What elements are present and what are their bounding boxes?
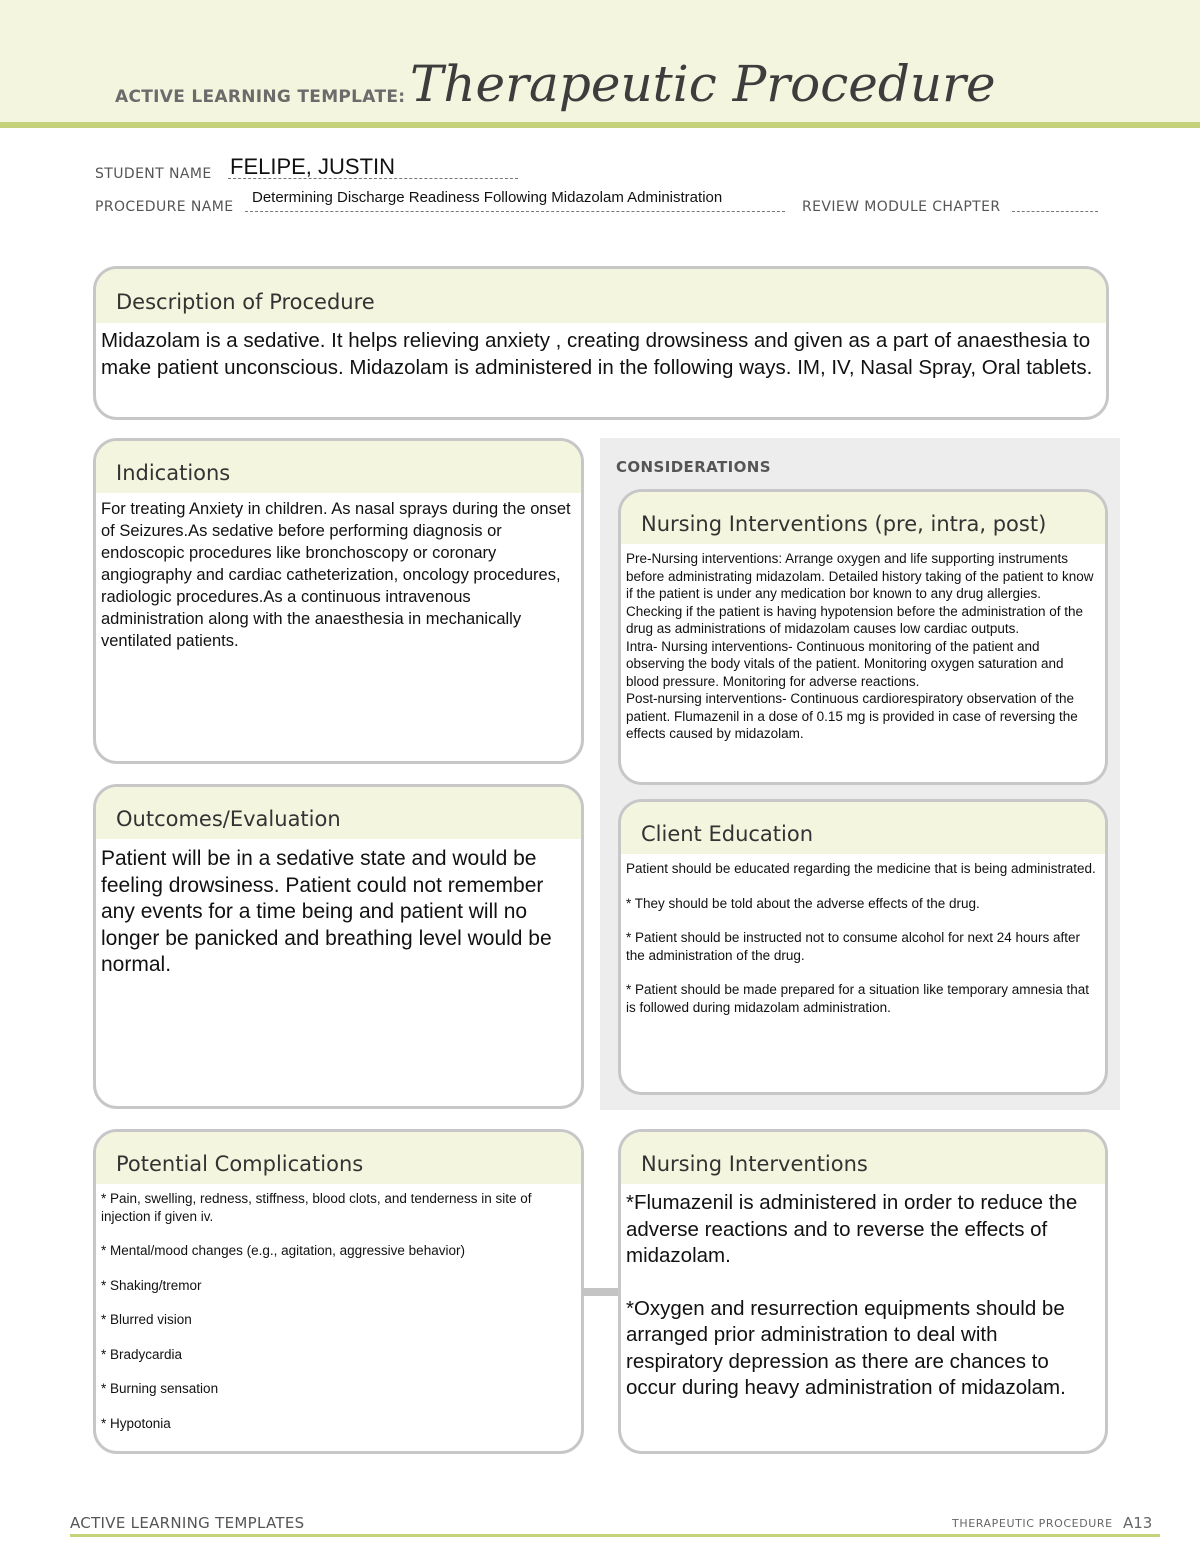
header-rule <box>0 122 1200 128</box>
nursing-interventions-box <box>618 1129 1108 1454</box>
procedure-name-label: PROCEDURE NAME <box>95 199 234 215</box>
post-nursing-text: Post-nursing interventions- Continuous cardiorespiratory observation of the patient. Flumazenil in a dose of 0.15 mg is provided in case of reversing the effects caused by midazolam. <box>626 691 1078 741</box>
review-module-line[interactable] <box>1012 211 1098 212</box>
list-item: * Blurred vision <box>101 1312 192 1327</box>
indications-text: For treating Anxiety in children. As nasal sprays during the onset of Seizures.As sedative before performing diagnosis or endoscopic procedures like bronchoscopy or coronary angiography and cardiac catheterization, oncology procedures, radiologic procedures.As a continuous intravenous administration along with the anaesthesia in mechanically ventilated patients. <box>101 500 571 650</box>
complications-box <box>93 1129 584 1454</box>
client-education-list <box>626 860 1099 1033</box>
list-item: * Patient should be instructed not to consume alcohol for next 24 hours after the administration of the drug. <box>626 930 1081 963</box>
list-item: * Shaking/tremor <box>101 1277 202 1293</box>
procedure-name-line <box>245 211 785 212</box>
template-label: ACTIVE LEARNING TEMPLATE: <box>115 87 406 107</box>
list-item: * Mental/mood changes (e.g., agitation, aggressive behavior) <box>101 1243 465 1258</box>
list-item: * Bradycardia <box>101 1346 183 1362</box>
outcomes-box <box>93 784 584 1109</box>
student-name-label: STUDENT NAME <box>95 166 212 182</box>
review-module-label: REVIEW MODULE CHAPTER <box>802 199 1001 215</box>
list-item: Patient should be educated regarding the medicine that is being administrated. <box>626 861 1096 876</box>
footer-rule <box>70 1534 1160 1537</box>
list-item: *Flumazenil is administered in order to reduce the adverse reactions and to reverse the effects of midazolam. <box>626 1191 1078 1267</box>
procedure-name-value[interactable]: Determining Discharge Readiness Following Midazolam Administration <box>252 189 723 206</box>
indications-title: Indications <box>116 461 231 485</box>
client-education-box <box>618 799 1108 1095</box>
footer-left: ACTIVE LEARNING TEMPLATES <box>70 1514 305 1532</box>
description-text: Midazolam is a sedative. It helps relieving anxiety , creating drowsiness and given as a part of anaesthesia to make patient unconscious. Midazolam is administered in the following ways. IM, IV, Nasal Spray, Oral tablets. <box>101 329 1093 379</box>
list-item: * They should be told about the adverse effects of the drug. <box>626 895 980 911</box>
complications-title: Potential Complications <box>116 1152 364 1176</box>
nursing-interventions-pip-text <box>626 550 1099 743</box>
client-education-title: Client Education <box>641 822 814 846</box>
page-title: Therapeutic Procedure <box>410 55 996 113</box>
list-item: * Burning sensation <box>101 1381 219 1396</box>
footer-right: THERAPEUTIC PROCEDURE <box>952 1517 1113 1530</box>
connector-bar <box>582 1288 620 1296</box>
outcomes-title: Outcomes/Evaluation <box>116 807 341 831</box>
intra-nursing-text: Intra- Nursing interventions- Continuous monitoring of the patient and observing the body vitals of the patient. Monitoring oxygen saturation and blood pressure. Monitoring for adverse reactions. <box>626 638 1064 689</box>
pre-nursing-text: Pre-Nursing interventions: Arrange oxygen and life supporting instruments before administrating midazolam. Detailed history taking of the patient to know if the patient is under any medication bor known to any drug allergies. Checking if the patient is having hypotension before the administration of the drug as administrations of midazolam causes low cardiac outputs. <box>626 551 1094 636</box>
complications-list <box>101 1190 575 1449</box>
student-name-value[interactable]: FELIPE, JUSTIN <box>230 154 396 179</box>
nursing-interventions-title: Nursing Interventions <box>641 1152 868 1176</box>
page-number: A13 <box>1123 1514 1153 1532</box>
nursing-interventions-pip-title: Nursing Interventions (pre, intra, post) <box>641 512 1047 536</box>
list-item: * Pain, swelling, redness, stiffness, blood clots, and tenderness in site of injection if given iv. <box>101 1191 532 1224</box>
description-title: Description of Procedure <box>116 290 375 314</box>
indications-box <box>93 438 584 764</box>
nursing-interventions-list <box>626 1190 1099 1402</box>
outcomes-text: Patient will be in a sedative state and would be feeling drowsiness. Patient could not remember any events for a time being and patient will no longer be panicked and breathing level would be normal. <box>101 847 552 976</box>
considerations-label: CONSIDERATIONS <box>616 458 771 476</box>
list-item: * Hypotonia <box>101 1415 171 1431</box>
list-item: * Patient should be made prepared for a situation like temporary amnesia that is followed during midazolam administration. <box>626 982 1090 1015</box>
nursing-interventions-pip-box <box>618 489 1108 785</box>
description-box <box>93 266 1109 420</box>
list-item: *Oxygen and resurrection equipments should be arranged prior administration to deal with respiratory depression as there are chances to occur during heavy administration of midazolam. <box>626 1296 1066 1399</box>
